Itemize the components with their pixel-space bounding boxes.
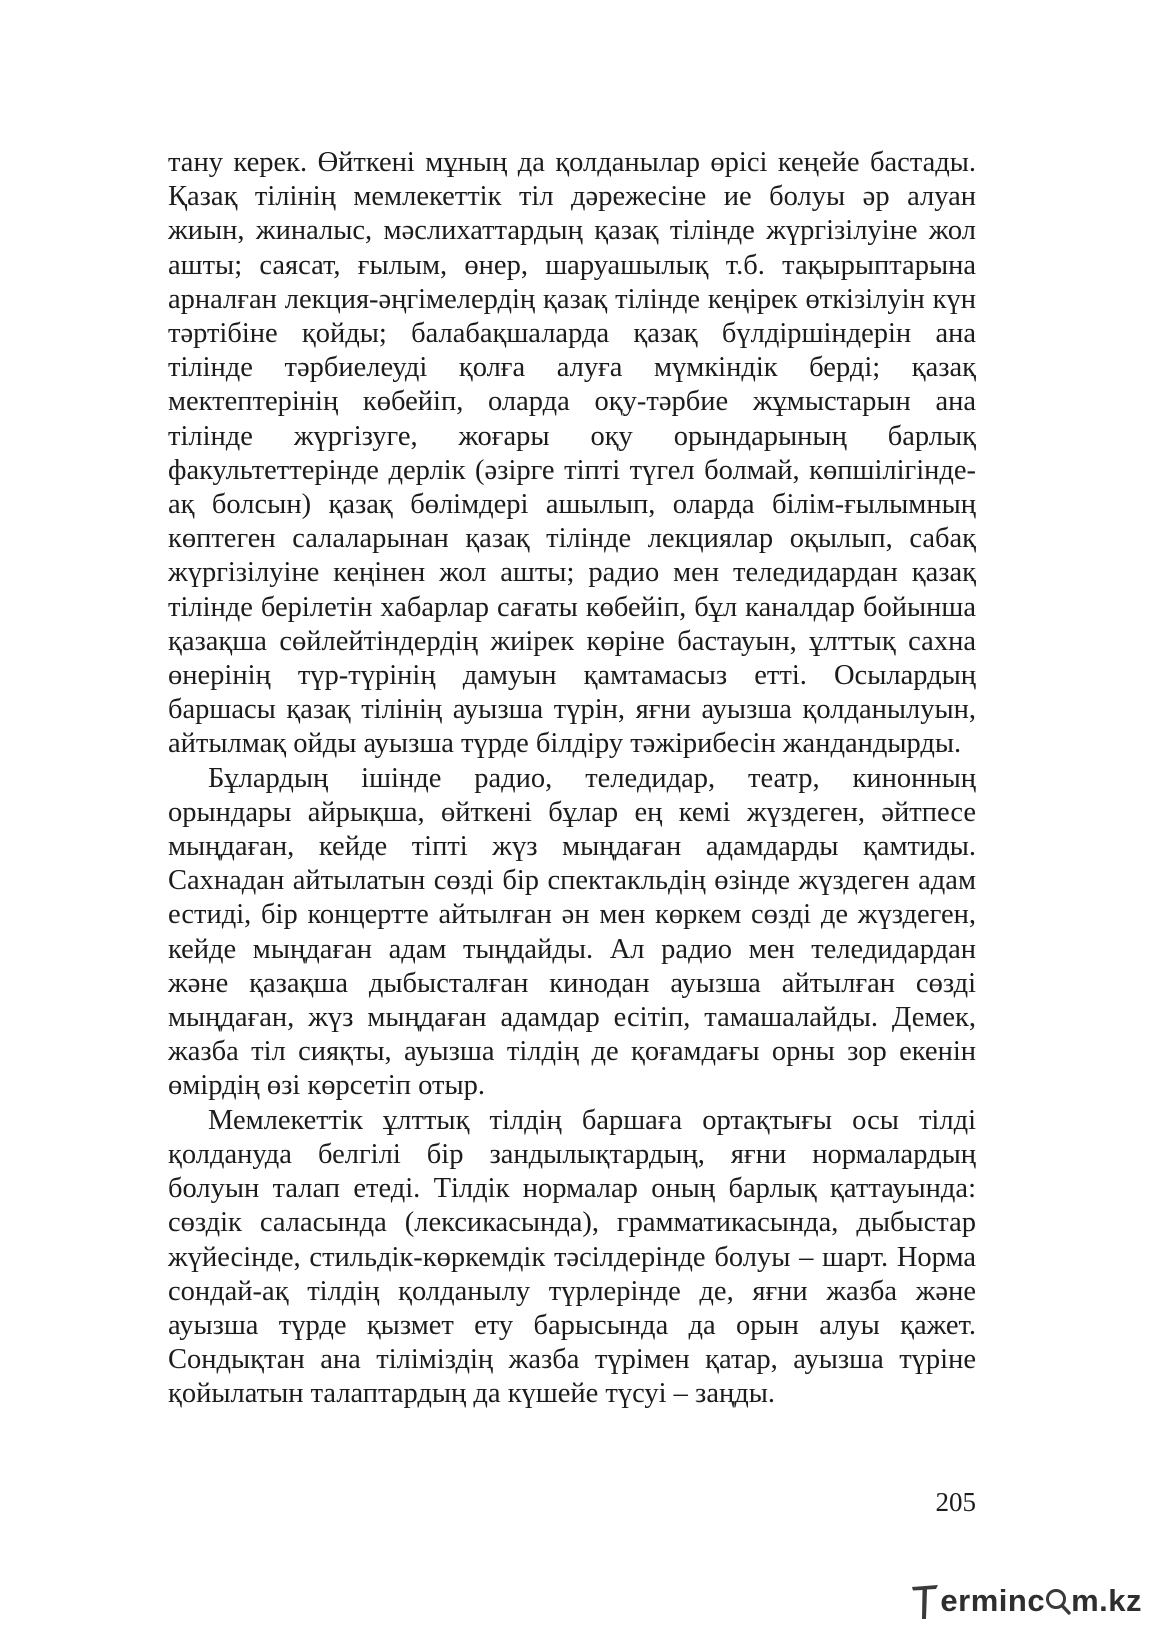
watermark-text-suffix: m.kz bbox=[1071, 1583, 1142, 1618]
paragraph-1: тану керек. Өйткені мұның да қолданылар өрісі кеңейе бастады. Қазақ тілінің мемлекеттік тіл дәрежесіне ие болуы әр алуан жиын, жиналыс, мәслихаттардың қазақ тілінде жүргізілуіне жол ашты; саясат, ғылым, өнер, шаруашылық т.б. тақырыптарына арналған лекция-әңгімелердің қазақ тілінде кеңірек өткізілуін күн тәртібіне қойды; балабақшаларда қазақ бүлдіршіндерін ана тілінде тәрбиелеуді қолға алуға мүмкіндік берді; қазақ мектептерінің көбейіп, оларда оқу-тәрбие жұмыстарын ана тілінде жүргізуге, жоғары оқу орындарының барлық факультеттерінде дерлік (әзірге тіпті түгел болмай, көпшілігінде-ақ болсын) қазақ бөлімдері ашылып, оларда білім-ғылымның көптеген салаларынан қазақ тілінде лекциялар оқылып, сабақ жүргізілуіне кеңінен жол ашты; радио мен теледидардан қазақ тілінде берілетін хабарлар сағаты көбейіп, бұл каналдар бойынша қазақша сөйлейтіндердің жиірек көріне бастауын, ұлттық сахна өнерінің түр-түрінің дамуын қамтамасыз етті. Осылардың баршасы қазақ тілінің ауызша түрін, яғни ауызша қолданылуын, айтылмақ ойды ауызша түрде білдіру тәжірибесін жандандырды. bbox=[168, 147, 976, 760]
paragraph-2: Бұлардың ішінде радио, теледидар, театр, кинонның орындары айрықша, өйткені бұлар ең кемі жүздеген, әйтпесе мыңдаған, кейде тіпті жүз мыңдаған адамдарды қамтиды. Сахнадан айтылатын сөзді бір спектакльдің өзінде жүздеген адам естиді, бір концертте айтылған ән мен көркем сөзді де жүздеген, кейде мыңдаған адам тыңдайды. Ал радио мен теледидардан және қазақша дыбысталған кинодан ауызша айтылған сөзді мыңдаған, жүз мыңдаған адамдар есітіп, тамашалайды. Демек, жазба тіл сияқты, ауызша тілдің де қоғамдағы орны зор екенін өмірдің өзі көрсетіп отыр. bbox=[168, 762, 976, 1102]
watermark-logo bbox=[910, 1579, 1142, 1623]
t-stroke-icon bbox=[910, 1581, 940, 1621]
paragraph-3: Мемлекеттік ұлттық тілдің баршаға ортақтығы осы тілді қолдануда белгілі бір зандылықтардың, яғни нормалардың болуын талап етеді. Тілдік нормалар оның барлық қаттауында: сөздік саласында (лексикасында), грамматикасында, дыбыстар жүйесінде, стильдік-көркемдік тәсілдерінде болуы – шарт. Норма сондай-ақ тілдің қолданылу түрлерінде де, яғни жазба және ауызша түрде қызмет ету барысында да орын алуы қажет. Сондықтан ана тіліміздің жазба түрімен қатар, ауызша түріне қойылатын талаптардың да күшейе түсуі – заңды. bbox=[168, 1104, 976, 1410]
watermark-text-middle: c bbox=[1027, 1583, 1046, 1618]
watermark-text-prefix: ermin bbox=[940, 1583, 1028, 1618]
page-number: 205 bbox=[935, 1487, 976, 1517]
page-body-text bbox=[168, 146, 976, 1412]
magnifier-icon bbox=[1045, 1586, 1071, 1616]
